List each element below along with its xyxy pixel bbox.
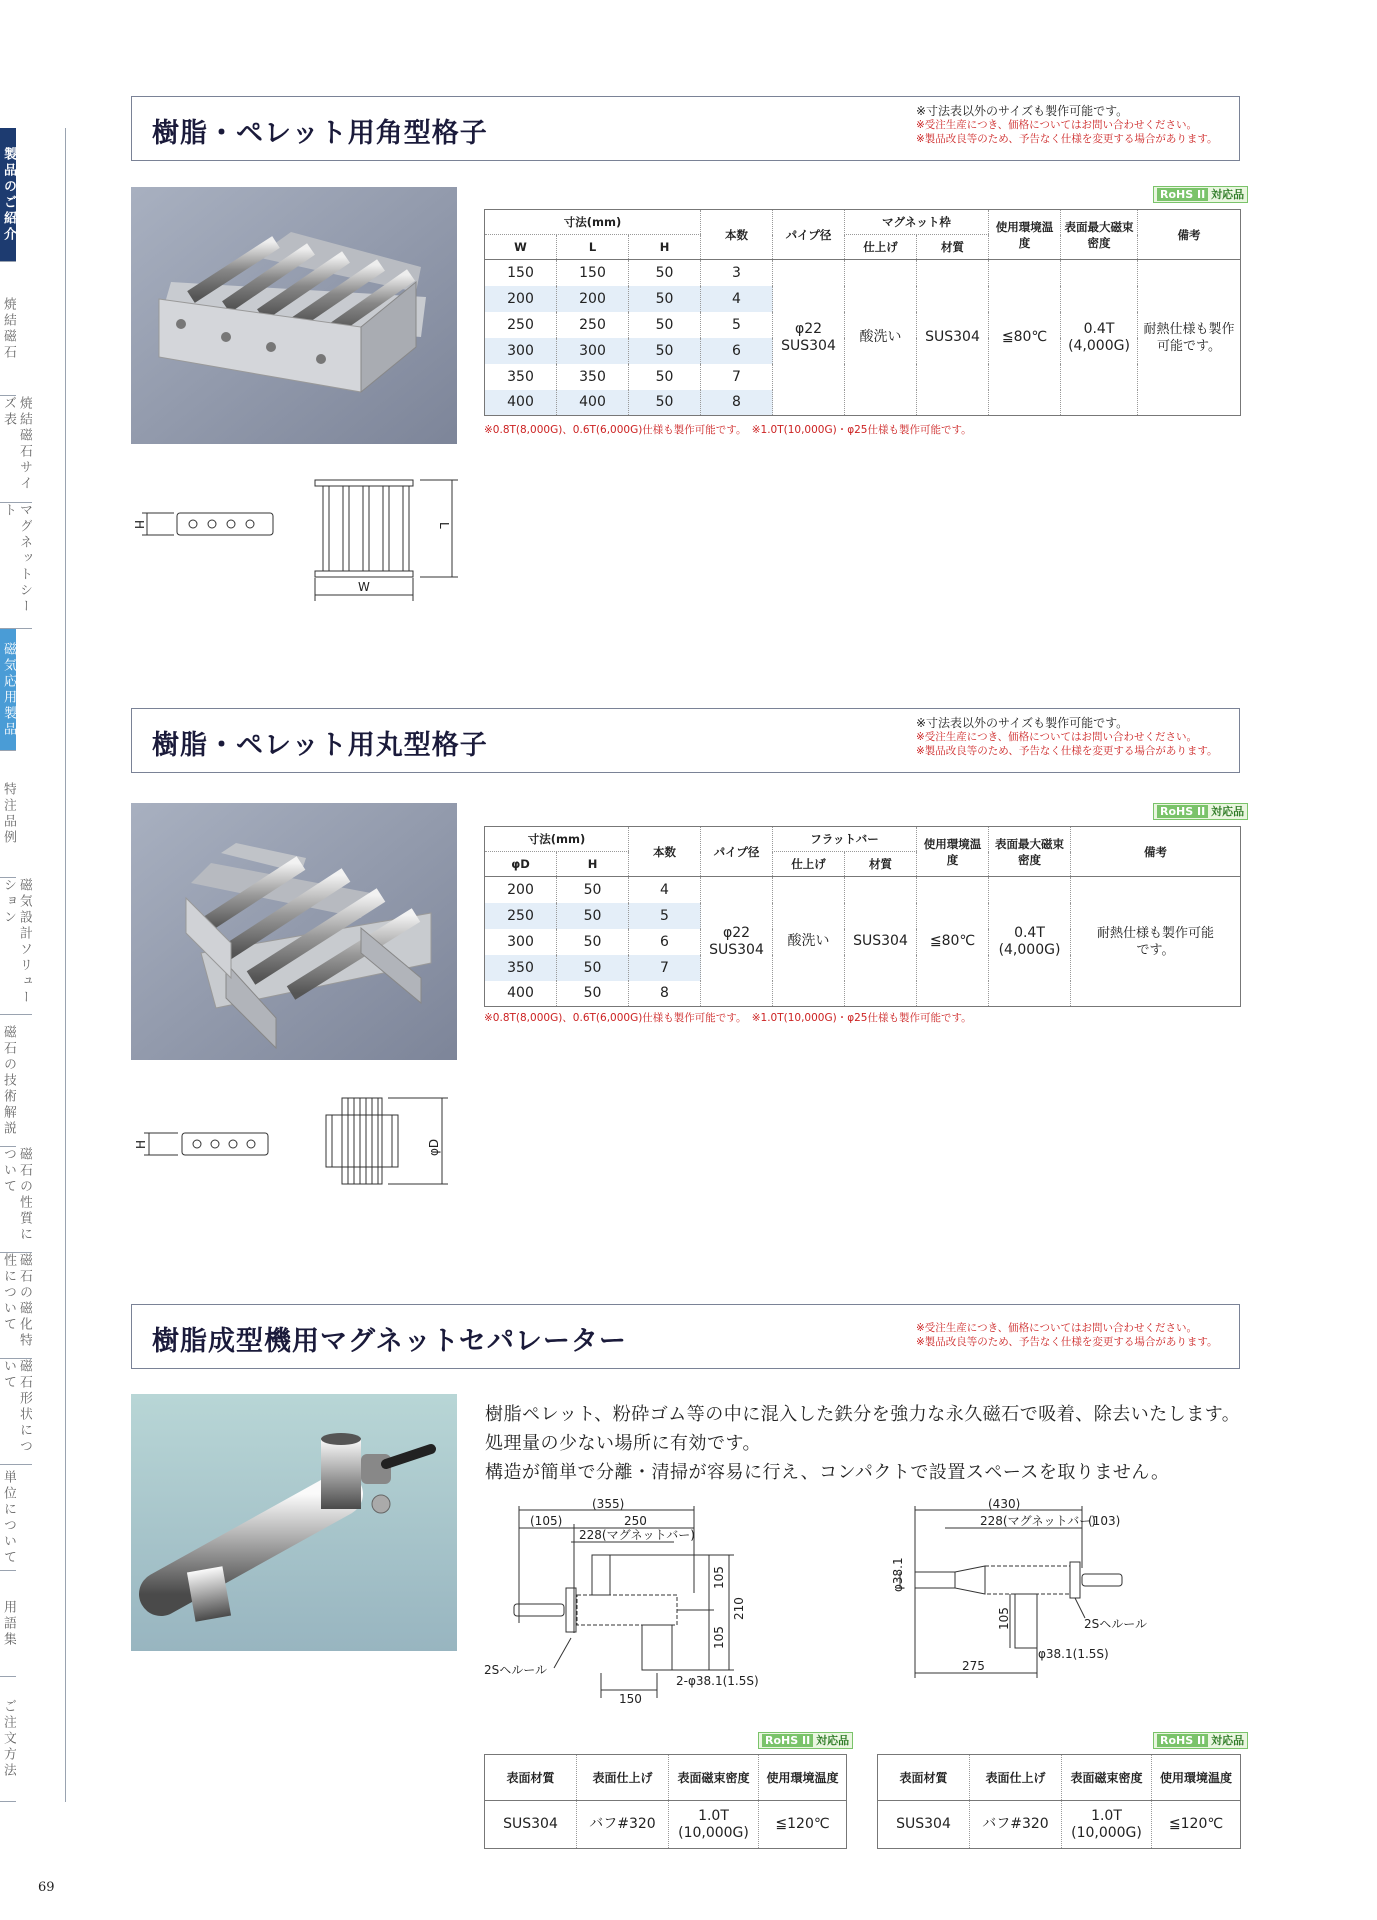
cell-material: SUS304 [896,1816,951,1832]
flux-gauss: (4,000G) [998,941,1061,958]
cell-l: 150 [557,260,629,286]
cell-finish: バフ#320 [577,1801,669,1849]
cell-count: 4 [629,877,701,903]
header-h: H [557,852,629,877]
tab-glossary[interactable]: 用語集 [0,1571,16,1677]
cell-temp: ≦80℃ [989,260,1061,416]
rohs-suffix: 対応品 [1211,1734,1245,1747]
note: ※受注生産につき、価格についてはお問い合わせください。 [916,731,1197,743]
header-finish: 表面仕上げ [970,1755,1062,1801]
flux-gauss: (4,000G) [1068,337,1130,354]
product-description [485,1400,1240,1487]
separator-drawing-angled [870,1498,1170,1688]
cell-d: 350 [485,955,557,981]
cell-finish: 酸洗い [773,877,845,1007]
round-grid-drawing [130,1090,470,1200]
header-material: 材質 [917,235,989,260]
note: ※寸法表以外のサイズも製作可能です。 [916,104,1129,118]
header-temp: 使用環境温度 [917,827,989,877]
note: ※製品改良等のため、予告なく仕様を変更する場合があります。 [916,1336,1218,1348]
cell-w: 300 [485,338,557,364]
dim-150: 150 [619,1692,642,1706]
header-w: W [485,235,557,260]
pipe-material: SUS304 [781,337,836,354]
pipe-size: φ22 [722,924,751,941]
remarks-line: 可能です。 [1157,338,1221,354]
page-number: 69 [38,1880,55,1895]
section-title: 樹脂・ペレット用角型格子 [152,118,488,149]
header-pipe: パイプ径 [701,827,773,877]
square-grid-photo [131,187,457,444]
flux-tesla: 1.0T [1091,1807,1122,1824]
cell-l: 350 [557,364,629,390]
tab-magnet-sheet[interactable]: マグネットシート [0,503,32,629]
table-row [878,1801,1241,1849]
tab-technical-guide[interactable]: 磁石の技術解説 [0,1015,16,1147]
label-pipe: 2-φ38.1(1.5S) [676,1674,759,1688]
rohs-label: RoHS II [1157,188,1208,201]
section-notes [916,104,1218,146]
cell-pipe [701,877,773,1007]
cell-h: 50 [557,877,629,903]
tab-magnetic-applications[interactable]: 磁気応用製品 [0,629,16,751]
section-header-separator [131,1304,1240,1369]
note: ※製品改良等のため、予告なく仕様を変更する場合があります。 [916,745,1218,757]
cell-count: 6 [629,929,701,955]
tab-ordering[interactable]: ご注文方法 [0,1677,16,1802]
table-row [485,1801,847,1849]
dim-228: 228(マグネットバー) [579,1528,695,1542]
rohs-suffix: 対応品 [816,1734,850,1747]
cell-count: 5 [701,312,773,338]
description-line: 処理量の少ない場所に有効です。 [485,1433,762,1454]
header-size: 寸法(mm) [485,210,701,235]
dim-d381: φ38.1 [891,1557,905,1592]
cell-w: 250 [507,316,534,333]
remarks-line: 耐熱仕様も製作 [1143,321,1235,337]
cell-temp: ≦120℃ [759,1801,847,1849]
header-count: 本数 [701,210,773,260]
tab-sintered-magnets[interactable]: 焼結磁石 [0,262,16,396]
cell-material: SUS304 [503,1816,558,1832]
dim-228: 228(マグネットバー) [980,1514,1096,1528]
rohs-badge [758,1732,853,1749]
dim-105: 105 [997,1607,1011,1630]
header-flatbar: フラットバー [773,827,917,852]
spec-table-round-grid [484,826,1241,1007]
dim-105: (105) [530,1514,563,1528]
rohs-label: RoHS II [1157,1734,1208,1747]
cell-h: 50 [629,390,701,416]
cell-l: 200 [557,286,629,312]
header-l: L [557,235,629,260]
header-pipe: パイプ径 [773,210,845,260]
cell-remarks [1071,877,1241,1007]
footnote: ※0.8T(8,000G)、0.6T(6,000G)仕様も製作可能です。 ※1.0T(10,000G)・φ25仕様も製作可能です。 [484,1012,972,1024]
tab-units[interactable]: 単位について [0,1465,16,1571]
cell-h: 50 [557,981,629,1007]
rohs-badge [1153,186,1248,203]
cell-count: 6 [701,338,773,364]
header-remarks: 備考 [1138,210,1241,260]
cell-h: 50 [629,312,701,338]
dim-h: H [134,1139,148,1149]
footnote: ※0.8T(8,000G)、0.6T(6,000G)仕様も製作可能です。 ※1.0T(10,000G)・φ25仕様も製作可能です。 [484,424,972,436]
header-temp: 使用環境温度 [759,1755,847,1801]
label-pipe: φ38.1(1.5S) [1038,1647,1109,1661]
tab-sintered-size-table[interactable]: 焼結磁石サイズ表 [0,396,32,503]
cell-finish: バフ#320 [970,1801,1062,1849]
cell-h: 50 [629,338,701,364]
description-line: 樹脂ペレット、粉砕ゴム等の中に混入した鉄分を強力な永久磁石で吸着、除去いたします。 [485,1404,1241,1425]
header-size: 寸法(mm) [485,827,629,852]
dim-105-upper: 105 [712,1566,726,1589]
remarks-line: です。 [1136,942,1175,958]
cell-w: 400 [485,390,557,416]
tab-magnet-properties[interactable]: 磁石の性質について [0,1147,32,1253]
header-material: 材質 [845,852,917,877]
pipe-size: φ22 [794,320,823,337]
round-grid-photo [131,803,457,1060]
note: ※受注生産につき、価格についてはお問い合わせください。 [916,1322,1197,1334]
cell-flux [1061,260,1138,416]
flux-gauss: (10,000G) [1071,1824,1142,1841]
cell-material: SUS304 [845,877,917,1007]
cell-count: 8 [701,390,773,416]
rohs-label: RoHS II [1157,805,1208,818]
cell-l: 400 [557,390,629,416]
cell-count: 4 [701,286,773,312]
dim-430: (430) [988,1498,1021,1511]
pipe-material: SUS304 [709,941,764,958]
note: ※寸法表以外のサイズも製作可能です。 [916,716,1129,730]
cell-w: 150 [507,264,534,281]
cell-count: 7 [701,364,773,390]
table-row [485,260,1241,286]
header-flux: 表面最大磁束密度 [1061,210,1138,260]
rohs-suffix: 対応品 [1211,188,1245,201]
cell-l: 250 [557,312,629,338]
section-header-square-grid [131,96,1240,161]
header-frame: マグネット枠 [845,210,989,235]
remarks-line: 耐熱仕様も製作可能 [1096,925,1214,941]
dim-275: 275 [962,1659,985,1673]
header-material: 表面材質 [485,1755,577,1801]
cell-h: 50 [629,286,701,312]
header-d: φD [485,852,557,877]
cell-h: 50 [557,955,629,981]
note: ※製品改良等のため、予告なく仕様を変更する場合があります。 [916,133,1218,145]
cell-l: 300 [557,338,629,364]
tab-products[interactable]: 製品のご紹介 [0,128,16,262]
cell-count: 3 [701,260,773,286]
header-flux: 表面磁束密度 [1062,1755,1152,1801]
cell-temp: ≦120℃ [1152,1801,1241,1849]
table-row [485,877,1241,903]
separator-table-straight [484,1754,847,1849]
separator-photo [131,1394,457,1651]
header-temp: 使用環境温度 [989,210,1061,260]
header-finish: 表面仕上げ [577,1755,669,1801]
header-temp: 使用環境温度 [1152,1755,1241,1801]
cell-count: 5 [629,903,701,929]
description-line: 構造が簡単で分離・清掃が容易に行え、コンパクトで設置スペースを取りません。 [485,1462,1170,1483]
flux-tesla: 1.0T [698,1807,729,1824]
tab-magnetic-design[interactable]: 磁気設計ソリューション [0,878,32,1015]
spec-table-square-grid [484,209,1241,416]
dim-250: 250 [624,1514,647,1528]
section-notes [916,1321,1218,1349]
cell-temp: ≦80℃ [917,877,989,1007]
dim-103: (103) [1088,1514,1121,1528]
section-title: 樹脂・ペレット用丸型格子 [152,730,488,761]
header-h: H [629,235,701,260]
header-material: 表面材質 [878,1755,970,1801]
cell-d: 300 [507,933,534,950]
rohs-badge [1153,1732,1248,1749]
cell-flux [989,877,1071,1007]
cell-h: 50 [629,260,701,286]
dim-210: 210 [732,1597,746,1620]
separator-drawing-straight [484,1498,784,1708]
cell-d: 250 [485,903,557,929]
flux-tesla: 0.4T [1083,320,1115,337]
header-flux: 表面磁束密度 [669,1755,759,1801]
separator-table-angled [877,1754,1241,1849]
cell-h: 50 [629,364,701,390]
section-header-round-grid [131,708,1240,773]
note: ※受注生産につき、価格についてはお問い合わせください。 [916,119,1197,131]
cell-h: 50 [557,903,629,929]
sidebar-nav [0,128,66,1802]
rohs-label: RoHS II [762,1734,813,1747]
dim-h: H [132,520,146,530]
cell-pipe [773,260,845,416]
tab-magnetization[interactable]: 磁石の磁化特性について [0,1253,32,1359]
rohs-badge [1153,803,1248,820]
header-finish: 仕上げ [845,235,917,260]
dim-105-lower: 105 [712,1626,726,1649]
label-ferrule: 2Sヘルール [484,1663,548,1677]
header-finish: 仕上げ [773,852,845,877]
cell-flux [1062,1801,1152,1849]
dim-d: φD [427,1138,441,1156]
cell-w: 200 [485,286,557,312]
header-count: 本数 [629,827,701,877]
cell-flux [669,1801,759,1849]
flux-tesla: 0.4T [1014,924,1045,941]
dim-l: L [437,522,451,529]
cell-d: 400 [507,985,534,1002]
tab-custom-examples[interactable]: 特注品例 [0,751,16,878]
flux-gauss: (10,000G) [678,1824,749,1841]
dim-w: W [358,580,370,594]
dim-355: (355) [592,1498,625,1511]
header-remarks: 備考 [1071,827,1241,877]
cell-material: SUS304 [917,260,989,416]
header-flux: 表面最大磁束密度 [989,827,1071,877]
square-grid-drawing [130,470,470,610]
section-notes [916,716,1218,758]
cell-count: 7 [629,955,701,981]
cell-h: 50 [557,929,629,955]
label-ferrule: 2Sヘルール [1084,1617,1148,1631]
cell-remarks [1138,260,1241,416]
section-title: 樹脂成型機用マグネットセパレーター [152,1326,627,1357]
cell-d: 200 [507,881,534,898]
rohs-suffix: 対応品 [1211,805,1245,818]
cell-count: 8 [629,981,701,1007]
cell-w: 350 [507,368,534,385]
cell-finish: 酸洗い [845,260,917,416]
tab-magnet-shape[interactable]: 磁石形状について [0,1359,32,1465]
